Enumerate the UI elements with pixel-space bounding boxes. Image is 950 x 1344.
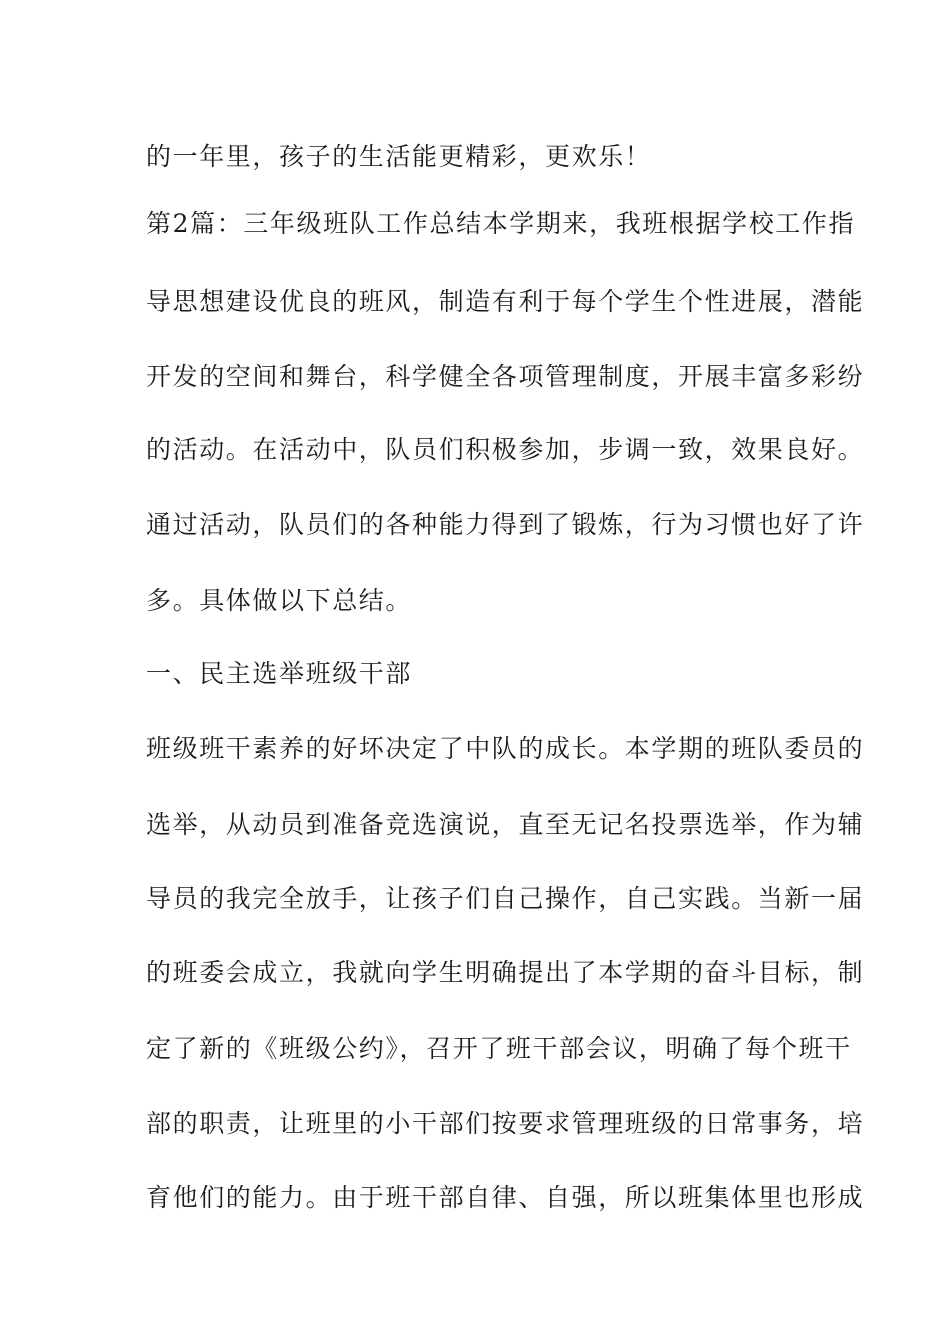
text-line-14: 部的职责，让班里的小干部们按要求管理班级的日常事务，培 [146, 1109, 865, 1138]
text-line-15: 育他们的能力。由于班干部自律、自强，所以班集体里也形成 [146, 1183, 865, 1212]
text-line-9: 班级班干素养的好坏决定了中队的成长。本学期的班队委员的 [146, 734, 865, 763]
text-line-13: 定了新的《班级公约》，召开了班干部会议，明确了每个班干 [146, 1034, 852, 1063]
text-line-12: 的班委会成立，我就向学生明确提出了本学期的奋斗目标，制 [146, 958, 865, 987]
text-line-2: 第2篇：三年级班队工作总结本学期来，我班根据学校工作指 [146, 209, 856, 238]
section-heading: 一、民主选举班级干部 [146, 659, 413, 688]
text-line-5: 的活动。在活动中，队员们积极参加，步调一致，效果良好。 [146, 435, 865, 464]
text-line-6: 通过活动，队员们的各种能力得到了锻炼，行为习惯也好了许 [146, 510, 865, 539]
text-line-7: 多。具体做以下总结。 [146, 586, 413, 615]
text-line-3: 导思想建设优良的班风，制造有利于每个学生个性进展，潜能 [146, 287, 865, 316]
text-line-11: 导员的我完全放手，让孩子们自己操作，自己实践。当新一届 [146, 884, 865, 913]
text-line-10: 选举，从动员到准备竞选演说，直至无记名投票选举，作为辅 [146, 810, 865, 839]
text-line-4: 开发的空间和舞台，科学健全各项管理制度，开展丰富多彩纷 [146, 362, 865, 391]
text-line-1: 的一年里，孩子的生活能更精彩，更欢乐！ [146, 142, 652, 171]
